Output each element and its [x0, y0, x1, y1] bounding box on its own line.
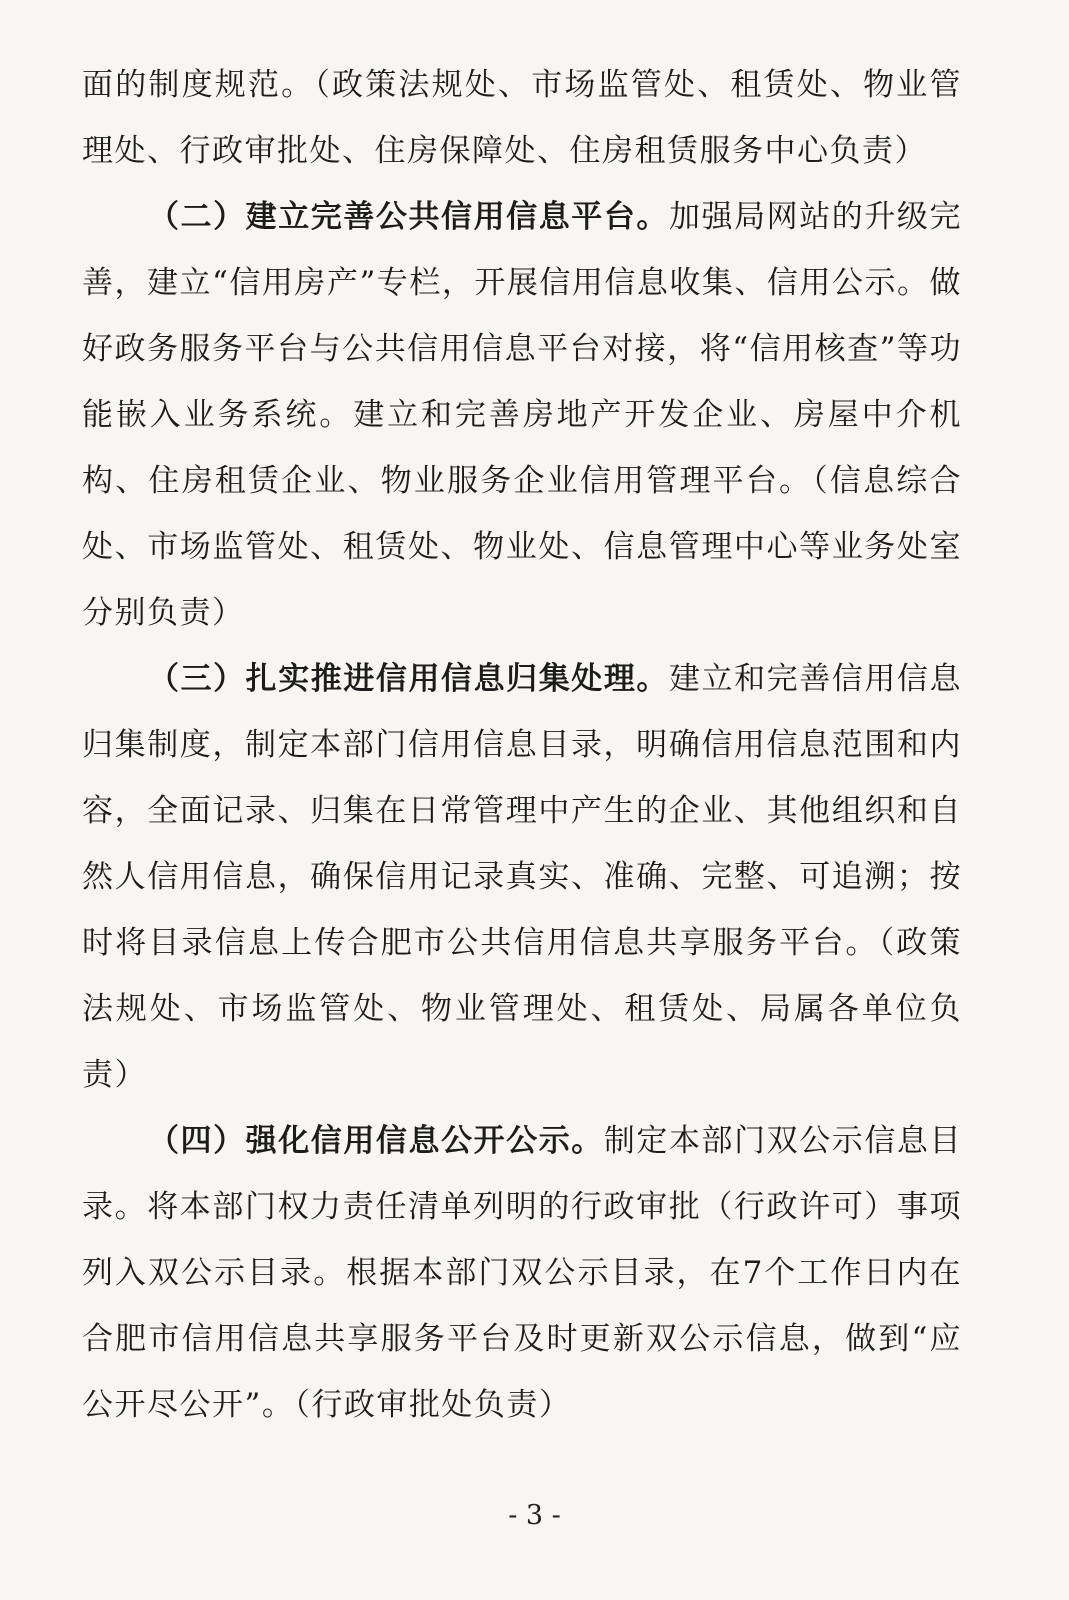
- document-body: [82, 52, 962, 1438]
- section-heading-3: （三）扎实推进信用信息归集处理。: [148, 661, 669, 697]
- paragraph-1-text: 面的制度规范。（政策法规处、市场监管处、租赁处、物业管理处、行政审批处、住房保障处、住房租赁服务中心负责）: [82, 67, 962, 169]
- paragraph-3: [82, 646, 962, 1108]
- page-number: - 3 -: [508, 1500, 561, 1531]
- paragraph-4-text: 制定本部门双公示信息目录。将本部门权力责任清单列明的行政审批（行政许可）事项列入双公示目录。根据本部门双公示目录，在7个工作日内在合肥市信用信息共享服务平台及时更新双公示信息，做到“应公开尽公开”。（行政审批处负责）: [82, 1123, 962, 1423]
- section-heading-2: （二）建立完善公共信用信息平台。: [148, 199, 669, 235]
- paragraph-1: [82, 52, 962, 184]
- paragraph-2-text: 加强局网站的升级完善，建立“信用房产”专栏，开展信用信息收集、信用公示。做好政务服务平台与公共信用信息平台对接，将“信用核查”等功能嵌入业务系统。建立和完善房地产开发企业、房屋中介机构、住房租赁企业、物业服务企业信用管理平台。（信息综合处、市场监管处、租赁处、物业处、信息管理中心等业务处室分别负责）: [82, 199, 962, 631]
- section-heading-4: （四）强化信用信息公开公示。: [148, 1123, 604, 1159]
- paragraph-4: [82, 1108, 962, 1438]
- paragraph-3-text: 建立和完善信用信息归集制度，制定本部门信用信息目录，明确信用信息范围和内容，全面记录、归集在日常管理中产生的企业、其他组织和自然人信用信息，确保信用记录真实、准确、完整、可追溯；按时将目录信息上传合肥市公共信用信息共享服务平台。（政策法规处、市场监管处、物业管理处、租赁处、局属各单位负责）: [82, 661, 962, 1093]
- paragraph-2: [82, 184, 962, 646]
